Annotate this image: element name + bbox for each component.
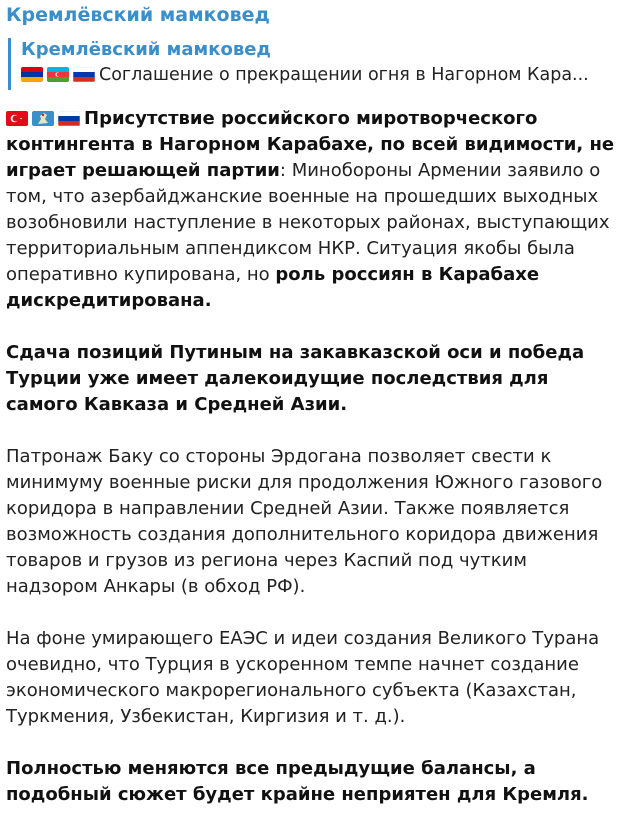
russia-flag-icon [73, 67, 95, 82]
reply-author: Кремлёвский мамковед [21, 39, 271, 60]
paragraph-2 [6, 340, 616, 418]
paragraph-1 [6, 106, 616, 314]
turkey-flag-icon [6, 111, 28, 126]
location-pin-icon [32, 111, 54, 126]
paragraph-3: Патронаж Баку со стороны Эрдогана позволяет свести к минимуму военные риски для продолжения Южного газового коридора в направлении Средней Азии. Также появляется возможность создания дополнительного коридора движения товаров и грузов из региона через Каспий под чутким надзором Анкары (в обход РФ). [6, 446, 603, 597]
reply-preview [21, 62, 611, 88]
paragraph-5 [6, 756, 616, 808]
post-author[interactable]: Кремлёвский мамковед [6, 4, 270, 26]
p1-bold-lead: Присутствие российского миротворческого контингента в Нагорном Карабахе, по всей видимости, не играет решающей партии [6, 108, 615, 181]
p1-bold-tail: роль россиян в Карабахе дискредитирована. [6, 264, 540, 311]
reply-quote[interactable] [8, 38, 616, 90]
p1-text: : Минобороны Армении заявило о том, что азербайджанские военные на прошедших выходных возобновили наступление в некоторых районах, выступающих территориальным аппендиксом НКР. Ситуация якобы была оперативно купирована, но [6, 160, 610, 285]
paragraph-4: На фоне умирающего ЕАЭС и идеи создания Великого Турана очевидно, что Турция в ускоренном темпе начнет создание экономического макрорегионального субъекта (Казахстан, Туркмения, Узбекистан, Киргизия и т. д.). [6, 628, 600, 727]
russia-flag-icon [58, 111, 80, 126]
reply-text: Соглашение о прекращении огня в Нагорном Кара... [99, 65, 589, 85]
post-footer [0, 812, 626, 824]
azerbaijan-flag-icon [47, 67, 69, 82]
p2-text: Сдача позиций Путиным на закавказской оси и победа Турции уже имеет далекоидущие последствия для самого Кавказа и Средней Азии. [6, 342, 585, 415]
armenia-flag-icon [21, 67, 43, 82]
post-body [6, 106, 616, 808]
p5-text: Полностью меняются все предыдущие балансы, а подобный сюжет будет крайне неприятен для Кремля. [6, 758, 589, 805]
